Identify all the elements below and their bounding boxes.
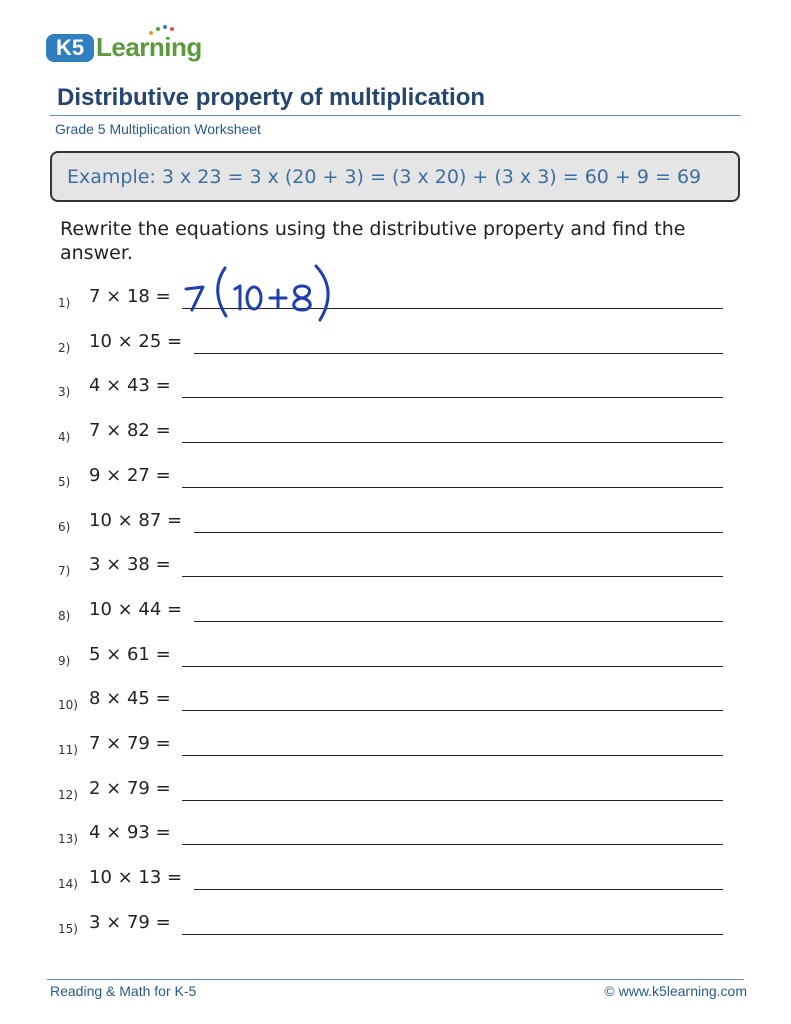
problem-row	[58, 375, 728, 405]
problem-number: 12)	[58, 787, 78, 802]
answer-line[interactable]	[182, 934, 723, 935]
problem-number: 1)	[58, 296, 71, 310]
footer-divider	[47, 979, 744, 980]
instructions: Rewrite the equations using the distributive property and find the answer.	[60, 218, 686, 264]
problem-number: 14)	[58, 877, 78, 892]
example-text: Example: 3 x 23 = 3 x (20 + 3) = (3 x 20) + (3 x 3) = 60 + 9 = 69	[67, 166, 702, 188]
problem-equation: 3 × 38 =	[89, 554, 171, 576]
footer-tagline: Reading & Math for K-5	[50, 983, 197, 999]
problem-equation: 10 × 13 =	[89, 867, 183, 889]
problem-equation: 10 × 87 =	[89, 509, 183, 531]
answer-line[interactable]	[182, 397, 723, 398]
problem-row	[58, 420, 728, 450]
problem-number: 13)	[58, 832, 78, 847]
problem-number: 11)	[58, 743, 78, 757]
problem-row	[58, 688, 728, 718]
problem-equation: 9 × 27 =	[89, 464, 171, 486]
answer-line[interactable]	[194, 532, 723, 533]
problem-row	[58, 286, 728, 316]
problem-number: 8)	[58, 608, 71, 623]
page-subtitle: Grade 5 Multiplication Worksheet	[55, 121, 261, 137]
footer-copyright: © www.k5learning.com	[604, 983, 747, 999]
problem-row	[58, 644, 728, 674]
problem-row	[58, 465, 728, 495]
problem-number: 2)	[58, 340, 71, 355]
page-title: Distributive property of multiplication	[57, 84, 486, 111]
problem-number: 7)	[58, 564, 71, 579]
problem-number: 4)	[58, 430, 71, 445]
problem-equation: 4 × 93 =	[89, 822, 171, 844]
k5-learning-logo	[46, 24, 206, 66]
answer-line[interactable]	[182, 844, 723, 845]
problem-equation: 8 × 45 =	[89, 688, 171, 710]
answer-line[interactable]	[182, 576, 723, 577]
problem-row	[58, 554, 728, 584]
problem-equation: 10 × 44 =	[89, 598, 183, 620]
problem-equation: 5 × 61 =	[89, 643, 171, 665]
problem-equation: 10 × 25 =	[89, 330, 183, 352]
problem-number: 9)	[58, 653, 71, 668]
problem-row	[58, 822, 728, 852]
problem-number: 6)	[58, 519, 71, 534]
logo-wordmark: Learning	[96, 32, 202, 62]
answer-line[interactable]	[194, 621, 723, 622]
answer-line[interactable]	[194, 889, 723, 890]
problem-equation: 7 × 79 =	[89, 733, 171, 754]
problem-equation: 4 × 43 =	[89, 375, 171, 397]
answer-line[interactable]	[194, 353, 723, 354]
problem-row	[58, 733, 728, 763]
answer-line[interactable]	[182, 755, 723, 756]
problem-number: 5)	[58, 474, 71, 489]
problem-equation: 7 × 82 =	[89, 420, 171, 442]
problem-equation: 3 × 79 =	[89, 911, 171, 933]
problem-number: 15)	[58, 921, 78, 936]
problem-row	[58, 912, 728, 942]
header-divider	[50, 115, 741, 116]
logo-badge: K5	[46, 34, 94, 62]
problem-row	[58, 331, 728, 361]
problem-row	[58, 510, 728, 540]
problem-equation: 2 × 79 =	[89, 777, 171, 799]
problem-number: 10)	[58, 698, 78, 713]
handwritten-answer-drawing	[180, 262, 350, 324]
problem-equation: 7 × 18 =	[89, 286, 171, 307]
answer-line[interactable]	[182, 442, 723, 443]
problem-row	[58, 599, 728, 629]
problem-row	[58, 778, 728, 808]
problem-row	[58, 867, 728, 897]
example-box	[50, 151, 740, 202]
answer-line[interactable]	[182, 666, 723, 667]
answer-line[interactable]	[182, 800, 723, 801]
answer-line[interactable]	[182, 710, 723, 711]
answer-line[interactable]	[182, 487, 723, 488]
problem-number: 3)	[58, 385, 71, 400]
